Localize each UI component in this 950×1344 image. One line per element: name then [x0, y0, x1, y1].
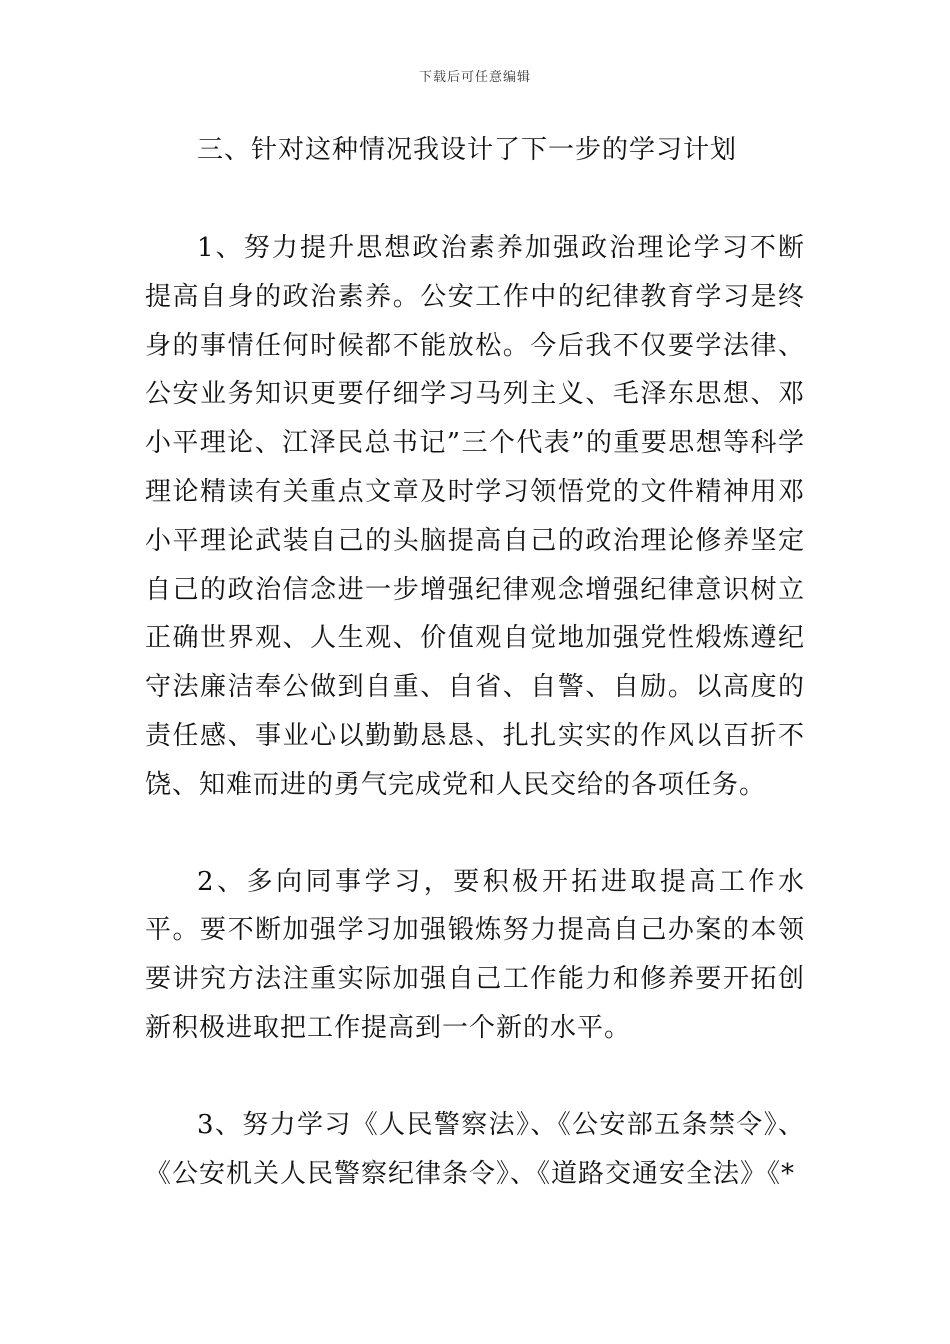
section-heading: 三、针对这种情况我设计了下一步的学习计划: [197, 135, 738, 165]
paragraph-2: 2、多向同事学习，要积极开拓进取提高工作水平。要不断加强学习加强锻炼努力提高自己办案的本领要讲究方法注重实际加强自己工作能力和修养要开拓创新积极进取把工作提高到一个新的水平。: [145, 866, 805, 1043]
paragraph-1: 1、努力提升思想政治素养加强政治理论学习不断提高自身的政治素养。公安工作中的纪律教育学习是终身的事情任何时候都不能放松。今后我不仅要学法律、公安业务知识更要仔细学习马列主义、毛泽东思想、邓小平理论、江泽民总书记”三个代表”的重要思想等科学理论精读有关重点文章及时学习领悟党的文件精神用邓小平理论武装自己的头脑提高自己的政治理论修养坚定自己的政治信念进一步增强纪律观念增强纪律意识树立正确世界观、人生观、价值观自觉地加强党性煅炼遵纪守法廉洁奉公做到自重、自省、自警、自励。以高度的责任感、事业心以勤勤恳恳、扎扎实实的作风以百折不饶、知难而进的勇气完成党和人民交给的各项任务。: [145, 233, 805, 800]
paragraph-3: 3、努力学习《人民警察法》、《公安部五条禁令》、《公安机关人民警察纪律条令》、《道路交通安全法》《*: [145, 1109, 805, 1189]
page-header: 下载后可任意编辑: [418, 70, 531, 85]
document-body: [145, 128, 805, 1198]
